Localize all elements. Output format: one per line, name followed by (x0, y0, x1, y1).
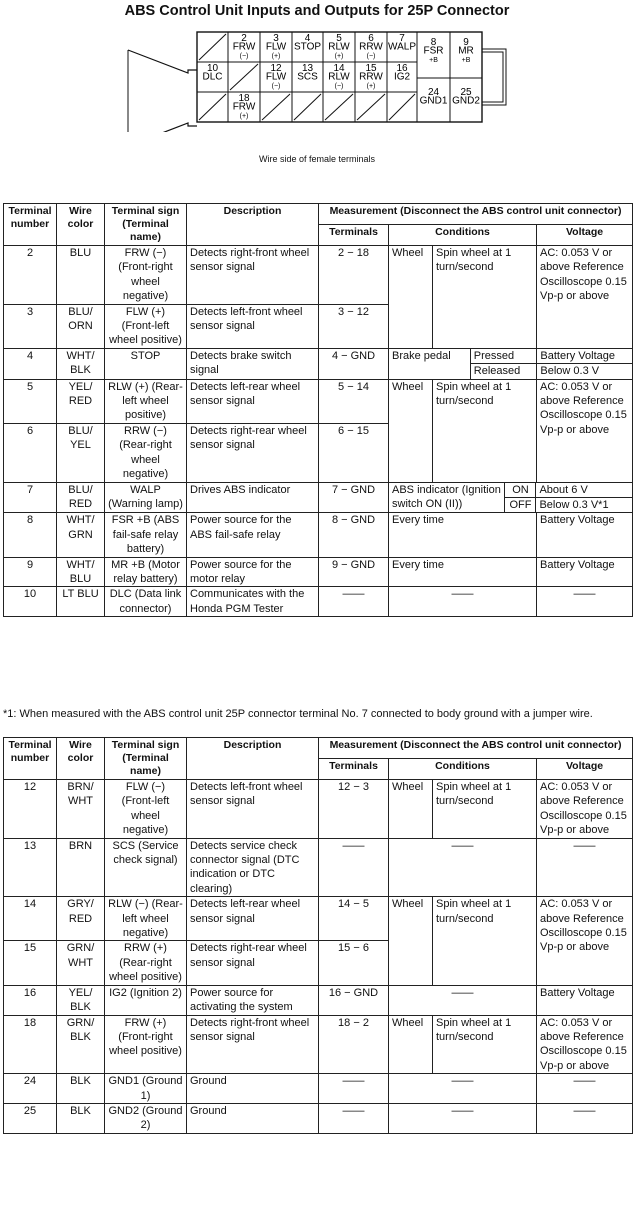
terminal-sign: FSR +B (ABS fail-safe relay battery) (105, 513, 187, 557)
voltage: —— (537, 838, 633, 897)
pin-label-7: WALP (388, 41, 416, 53)
pin-label-2: FRW (232, 41, 256, 53)
wire-color: BLU/ ORN (57, 304, 105, 348)
condition-label: ABS indicator (Ignition switch ON (II)) (392, 483, 501, 510)
measure-terminals: 8 − GND (319, 513, 389, 557)
table-row (4, 1074, 633, 1104)
pin-label-18: (+) (239, 113, 249, 120)
measure-terminals: —— (319, 838, 389, 897)
header-voltage: Voltage (537, 759, 633, 780)
measure-terminals: 18 − 2 (319, 1015, 389, 1074)
terminal-sign: RLW (−) (Rear-left wheel negative) (105, 897, 187, 941)
measure-terminals: 7 − GND (319, 482, 389, 513)
pin-label-25: 25 (460, 87, 472, 98)
pin-label-14: 14 (333, 63, 345, 74)
pin-label-6: RRW (359, 41, 383, 53)
pin-label-15: 15 (365, 63, 377, 74)
pin-label-5: RLW (328, 41, 350, 53)
footnote: *1: When measured with the ABS control unit 25P connector terminal No. 7 connected to body ground with a jumper wire. (3, 708, 593, 720)
description: Detects left-rear wheel sensor signal (187, 897, 319, 941)
wire-color: YEL/ BLK (57, 985, 105, 1015)
measure-terminals: 4 − GND (319, 348, 389, 379)
wire-color: BLK (57, 1074, 105, 1104)
pin-label-24: GND1 (419, 95, 448, 107)
wire-color: WHT/ BLK (57, 348, 105, 379)
description: Detects left-front wheel sensor signal (187, 780, 319, 839)
measure-terminals: —— (319, 587, 389, 617)
wire-color: BLU (57, 246, 105, 305)
terminal-sign: SCS (Service check signal) (105, 838, 187, 897)
terminal-number: 7 (4, 482, 57, 513)
condition-target: Wheel (389, 379, 433, 482)
measure-terminals: —— (319, 1074, 389, 1104)
measure-terminals: 12 − 3 (319, 780, 389, 839)
description: Detects brake switch signal (187, 348, 319, 379)
measure-terminals: 2 − 18 (319, 246, 389, 305)
pin-label-13: SCS (297, 71, 318, 83)
description: Detects right-front wheel sensor signal (187, 246, 319, 305)
terminal-sign: FLW (−) (Front-left wheel negative) (105, 780, 187, 839)
table-row (4, 985, 633, 1015)
header-wire-color: Wire color (57, 738, 105, 780)
header-wire-color: Wire color (57, 204, 105, 246)
unused-pin-slash (357, 94, 385, 120)
pin-label-12: (−) (271, 83, 281, 90)
terminal-table-2 (3, 737, 633, 1134)
unused-pin-slash (325, 94, 353, 120)
pin-label-8: +B (429, 57, 438, 64)
pin-label-5: 5 (336, 33, 342, 44)
condition-target: Wheel (389, 780, 433, 839)
pin-label-12: 12 (270, 63, 282, 74)
description: Ground (187, 1103, 319, 1133)
condition-detail: Spin wheel at 1 turn/second (433, 780, 537, 839)
voltage: Battery Voltage (537, 349, 632, 364)
unused-pin-slash (199, 34, 226, 60)
pin-label-16: 16 (396, 63, 408, 74)
pin-label-8: FSR (423, 45, 444, 57)
voltage: Battery Voltage (537, 513, 633, 557)
description: Detects right-rear wheel sensor signal (187, 423, 319, 482)
wire-color: WHT/ GRN (57, 513, 105, 557)
description: Communicates with the Honda PGM Tester (187, 587, 319, 617)
condition: Every time (389, 513, 537, 557)
unused-pin-slash (199, 94, 226, 120)
condition-state: Released (470, 364, 537, 379)
measure-terminals: 14 − 5 (319, 897, 389, 941)
pin-label-5: (+) (334, 53, 344, 60)
unused-pin-slash (389, 94, 415, 120)
diagram-caption: Wire side of female terminals (258, 154, 376, 164)
terminal-number: 5 (4, 379, 57, 423)
table-row (4, 246, 633, 305)
measure-terminals: 5 − 14 (319, 379, 389, 423)
unused-pin-slash (294, 94, 321, 120)
wire-color: LT BLU (57, 587, 105, 617)
terminal-sign: RRW (−) (Rear-right wheel negative) (105, 423, 187, 482)
table-row (4, 557, 633, 587)
terminal-sign: FRW (−) (Front-right wheel negative) (105, 246, 187, 305)
pin-label-18: 18 (238, 93, 250, 104)
description: Ground (187, 1074, 319, 1104)
header-measurement: Measurement (Disconnect the ABS control unit connector) (319, 738, 633, 759)
pin-label-2: 2 (241, 33, 247, 44)
condition: —— (389, 838, 537, 897)
measure-terminals: —— (319, 1103, 389, 1133)
condition: Every time (389, 557, 537, 587)
voltage: AC: 0.053 V or above Reference Oscilloscope 0.15 Vp-p or above (537, 897, 633, 985)
measure-terminals: 6 − 15 (319, 423, 389, 482)
description: Power source for the ABS fail-safe relay (187, 513, 319, 557)
unused-pin-slash (230, 64, 258, 90)
wire-color: BLU/ YEL (57, 423, 105, 482)
pin-label-3: 3 (273, 33, 279, 44)
terminal-number: 2 (4, 246, 57, 305)
terminal-number: 3 (4, 304, 57, 348)
terminal-number: 13 (4, 838, 57, 897)
connector-housing (128, 50, 197, 132)
condition-label: Brake pedal (392, 349, 451, 362)
pin-label-6: 6 (368, 33, 374, 44)
pin-label-10: DLC (202, 71, 223, 83)
voltage: AC: 0.053 V or above Reference Oscilloscope 0.15 Vp-p or above (537, 780, 633, 839)
table-row (4, 897, 633, 941)
header-voltage: Voltage (537, 225, 633, 246)
terminal-sign: MR +B (Motor relay battery) (105, 557, 187, 587)
terminal-number: 9 (4, 557, 57, 587)
condition-detail: Spin wheel at 1 turn/second (433, 897, 537, 985)
pin-label-14: (−) (334, 83, 344, 90)
wire-color: GRN/ WHT (57, 941, 105, 985)
terminal-number: 18 (4, 1015, 57, 1074)
terminal-number: 25 (4, 1103, 57, 1133)
pin-label-4: STOP (293, 41, 322, 53)
table-row (4, 1103, 633, 1133)
pin-label-9: 9 (463, 37, 469, 48)
terminal-sign: GND2 (Ground 2) (105, 1103, 187, 1133)
table-row (4, 1015, 633, 1074)
terminal-number: 6 (4, 423, 57, 482)
voltage: About 6 V (536, 483, 632, 498)
condition-state: ON (505, 483, 536, 498)
pin-label-15: (+) (366, 83, 376, 90)
connector-diagram (0, 22, 634, 132)
description: Detects right-rear wheel sensor signal (187, 941, 319, 985)
terminal-sign: STOP (105, 348, 187, 379)
pin-label-3: (+) (271, 53, 281, 60)
table-row (4, 513, 633, 557)
page-title: ABS Control Unit Inputs and Outputs for 25P Connector (124, 3, 510, 19)
pin-label-16: IG2 (393, 71, 411, 83)
header-conditions: Conditions (389, 759, 537, 780)
terminal-number: 24 (4, 1074, 57, 1104)
pin-label-3: FLW (265, 41, 287, 53)
terminal-sign: DLC (Data link connector) (105, 587, 187, 617)
voltage: AC: 0.053 V or above Reference Oscilloscope 0.15 Vp-p or above (537, 246, 633, 349)
description: Power source for the motor relay (187, 557, 319, 587)
voltage: Below 0.3 V*1 (536, 497, 632, 512)
terminal-sign: FRW (+) (Front-right wheel positive) (105, 1015, 187, 1074)
condition-detail: Spin wheel at 1 turn/second (433, 1015, 537, 1074)
wire-color: BLU/ RED (57, 482, 105, 513)
pin-label-9: MR (458, 45, 474, 57)
description: Detects left-rear wheel sensor signal (187, 379, 319, 423)
condition-target: Wheel (389, 246, 433, 349)
terminal-sign: IG2 (Ignition 2) (105, 985, 187, 1015)
description: Drives ABS indicator (187, 482, 319, 513)
pin-label-24: 24 (427, 87, 440, 98)
pin-label-25: GND2 (452, 95, 480, 107)
header-conditions: Conditions (389, 225, 537, 246)
condition-states (389, 482, 633, 513)
wire-color: GRY/ RED (57, 897, 105, 941)
voltage: Battery Voltage (537, 557, 633, 587)
condition: —— (389, 587, 537, 617)
wire-color: BRN (57, 838, 105, 897)
wire-color: BRN/ WHT (57, 780, 105, 839)
condition-target: Wheel (389, 897, 433, 985)
voltage: —— (537, 587, 633, 617)
description: Detects left-front wheel sensor signal (187, 304, 319, 348)
condition: —— (389, 1074, 537, 1104)
measure-terminals: 16 − GND (319, 985, 389, 1015)
table-row (4, 348, 633, 379)
terminal-sign: RRW (+) (Rear-right wheel positive) (105, 941, 187, 985)
pin-label-4: 4 (304, 33, 311, 44)
header-terminal-sign: Terminal sign (Terminal name) (105, 204, 187, 246)
description: Detects right-front wheel sensor signal (187, 1015, 319, 1074)
table-row (4, 482, 633, 513)
voltage: AC: 0.053 V or above Reference Oscilloscope 0.15 Vp-p or above (537, 1015, 633, 1074)
wire-color: WHT/ BLU (57, 557, 105, 587)
pin-label-2: (−) (239, 53, 249, 60)
description: Power source for activating the system (187, 985, 319, 1015)
jumper-wire (482, 49, 506, 105)
terminal-sign: FLW (+) (Front-left wheel positive) (105, 304, 187, 348)
header-measurement: Measurement (Disconnect the ABS control unit connector) (319, 204, 633, 225)
pin-label-7: 7 (399, 33, 405, 44)
pin-label-14: RLW (328, 71, 350, 83)
condition: —— (389, 1103, 537, 1133)
condition-detail: Spin wheel at 1 turn/second (433, 379, 537, 482)
pin-label-15: RRW (359, 71, 383, 83)
condition-state: Pressed (470, 349, 537, 364)
terminal-sign: RLW (+) (Rear-left wheel positive) (105, 379, 187, 423)
condition-states (389, 348, 633, 379)
terminal-number: 4 (4, 348, 57, 379)
header-terminals: Terminals (319, 225, 389, 246)
terminal-number: 12 (4, 780, 57, 839)
pin-label-18: FRW (232, 101, 256, 113)
pin-label-9: +B (461, 57, 471, 64)
pin-label-13: 13 (301, 63, 314, 74)
header-description: Description (187, 738, 319, 780)
voltage: Below 0.3 V (537, 364, 632, 379)
measure-terminals: 3 − 12 (319, 304, 389, 348)
condition: —— (389, 985, 537, 1015)
pin-label-10: 10 (206, 63, 219, 74)
wire-color: BLK (57, 1103, 105, 1133)
table-row (4, 780, 633, 839)
terminal-number: 16 (4, 985, 57, 1015)
header-terminal-sign: Terminal sign (Terminal name) (105, 738, 187, 780)
unused-pin-slash (262, 94, 290, 120)
condition-target: Wheel (389, 1015, 433, 1074)
pin-label-6: (−) (366, 53, 376, 60)
header-description: Description (187, 204, 319, 246)
header-terminal-number: Terminal number (4, 204, 57, 246)
table-row (4, 838, 633, 897)
description: Detects service check connector signal (DTC indication or DTC clearing) (187, 838, 319, 897)
terminal-number: 10 (4, 587, 57, 617)
measure-terminals: 15 − 6 (319, 941, 389, 985)
voltage: —— (537, 1074, 633, 1104)
condition-state: OFF (505, 497, 536, 512)
table-row (4, 587, 633, 617)
condition-detail: Spin wheel at 1 turn/second (433, 246, 537, 349)
voltage: AC: 0.053 V or above Reference Oscilloscope 0.15 Vp-p or above (537, 379, 633, 482)
terminal-number: 15 (4, 941, 57, 985)
pin-label-8: 8 (430, 37, 437, 48)
voltage: —— (537, 1103, 633, 1133)
table-row (4, 379, 633, 423)
terminal-table-1 (3, 203, 633, 617)
terminal-number: 14 (4, 897, 57, 941)
header-terminal-number: Terminal number (4, 738, 57, 780)
pin-label-12: FLW (265, 71, 287, 83)
voltage: Battery Voltage (537, 985, 633, 1015)
terminal-number: 8 (4, 513, 57, 557)
terminal-sign: GND1 (Ground 1) (105, 1074, 187, 1104)
header-terminals: Terminals (319, 759, 389, 780)
terminal-sign: WALP (Warning lamp) (105, 482, 187, 513)
measure-terminals: 9 − GND (319, 557, 389, 587)
wire-color: GRN/ BLK (57, 1015, 105, 1074)
wire-color: YEL/ RED (57, 379, 105, 423)
